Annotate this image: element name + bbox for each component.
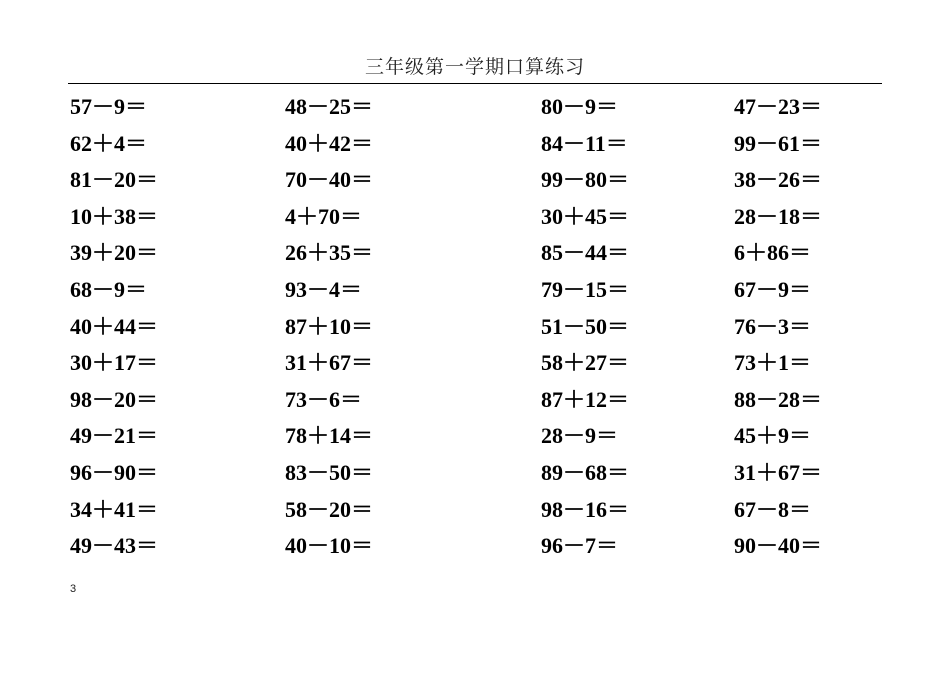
page-number: 3 xyxy=(70,583,77,595)
arithmetic-problem: 80－9＝ xyxy=(541,94,619,119)
arithmetic-problem: 67－9＝ xyxy=(734,276,812,302)
arithmetic-problem: 30＋45＝ xyxy=(541,203,630,229)
arithmetic-problem: 40＋44＝ xyxy=(70,313,159,339)
arithmetic-problem: 98－20＝ xyxy=(70,386,159,412)
arithmetic-problem: 28－9＝ xyxy=(541,423,619,449)
problem-row xyxy=(0,528,950,565)
arithmetic-problem: 99－80＝ xyxy=(541,167,630,193)
arithmetic-problem: 30＋17＝ xyxy=(70,350,159,376)
arithmetic-problem: 73－6＝ xyxy=(285,386,363,412)
arithmetic-problem: 70－40＝ xyxy=(285,167,374,193)
arithmetic-problem: 49－21＝ xyxy=(70,423,159,449)
problem-row xyxy=(0,162,950,199)
arithmetic-problem: 4＋70＝ xyxy=(285,203,363,229)
arithmetic-problem: 31＋67＝ xyxy=(285,350,374,376)
arithmetic-problem: 98－16＝ xyxy=(541,496,630,522)
arithmetic-problem: 90－40＝ xyxy=(734,533,823,559)
problem-row xyxy=(0,418,950,455)
arithmetic-problem: 84－11＝ xyxy=(541,130,628,156)
arithmetic-problem: 67－8＝ xyxy=(734,496,812,522)
arithmetic-problem: 57－9＝ xyxy=(70,94,148,119)
arithmetic-problem: 99－61＝ xyxy=(734,130,823,156)
arithmetic-problem: 73＋1＝ xyxy=(734,350,812,376)
problem-row xyxy=(0,272,950,309)
arithmetic-problem: 49－43＝ xyxy=(70,533,159,559)
arithmetic-problem: 76－3＝ xyxy=(734,313,812,339)
problem-row xyxy=(0,455,950,492)
arithmetic-problem: 45＋9＝ xyxy=(734,423,812,449)
arithmetic-problem: 40＋42＝ xyxy=(285,130,374,156)
arithmetic-problem: 48－25＝ xyxy=(285,94,374,119)
arithmetic-problem: 81－20＝ xyxy=(70,167,159,193)
arithmetic-problem: 6＋86＝ xyxy=(734,240,812,266)
arithmetic-problem: 31＋67＝ xyxy=(734,459,823,485)
arithmetic-problem: 96－7＝ xyxy=(541,533,619,559)
arithmetic-problem: 87＋10＝ xyxy=(285,313,374,339)
arithmetic-problem: 62＋4＝ xyxy=(70,130,148,156)
page-title: 三年级第一学期口算练习 xyxy=(364,56,585,78)
arithmetic-problem: 10＋38＝ xyxy=(70,203,159,229)
arithmetic-problem: 28－18＝ xyxy=(734,203,823,229)
problem-row xyxy=(0,199,950,236)
arithmetic-problem: 79－15＝ xyxy=(541,276,630,302)
arithmetic-problem: 39＋20＝ xyxy=(70,240,159,266)
arithmetic-problem: 88－28＝ xyxy=(734,386,823,412)
arithmetic-problem: 68－9＝ xyxy=(70,276,148,302)
title-underline xyxy=(68,83,882,84)
problem-row xyxy=(0,345,950,382)
arithmetic-problem: 83－50＝ xyxy=(285,459,374,485)
arithmetic-problem: 89－68＝ xyxy=(541,459,630,485)
problem-row xyxy=(0,309,950,346)
problem-row xyxy=(0,382,950,419)
problem-row xyxy=(0,126,950,163)
problem-row xyxy=(0,492,950,529)
arithmetic-problem: 93－4＝ xyxy=(285,276,363,302)
arithmetic-problem: 85－44＝ xyxy=(541,240,630,266)
arithmetic-problem: 34＋41＝ xyxy=(70,496,159,522)
problem-row xyxy=(0,89,950,126)
arithmetic-problem: 51－50＝ xyxy=(541,313,630,339)
arithmetic-problem: 87＋12＝ xyxy=(541,386,630,412)
arithmetic-problem: 38－26＝ xyxy=(734,167,823,193)
arithmetic-problem: 26＋35＝ xyxy=(285,240,374,266)
arithmetic-problem: 78＋14＝ xyxy=(285,423,374,449)
arithmetic-problem: 58＋27＝ xyxy=(541,350,630,376)
arithmetic-problem: 58－20＝ xyxy=(285,496,374,522)
problem-row xyxy=(0,235,950,272)
arithmetic-problem: 47－23＝ xyxy=(734,94,823,119)
arithmetic-problem: 96－90＝ xyxy=(70,459,159,485)
problem-grid xyxy=(0,89,950,565)
arithmetic-problem: 40－10＝ xyxy=(285,533,374,559)
